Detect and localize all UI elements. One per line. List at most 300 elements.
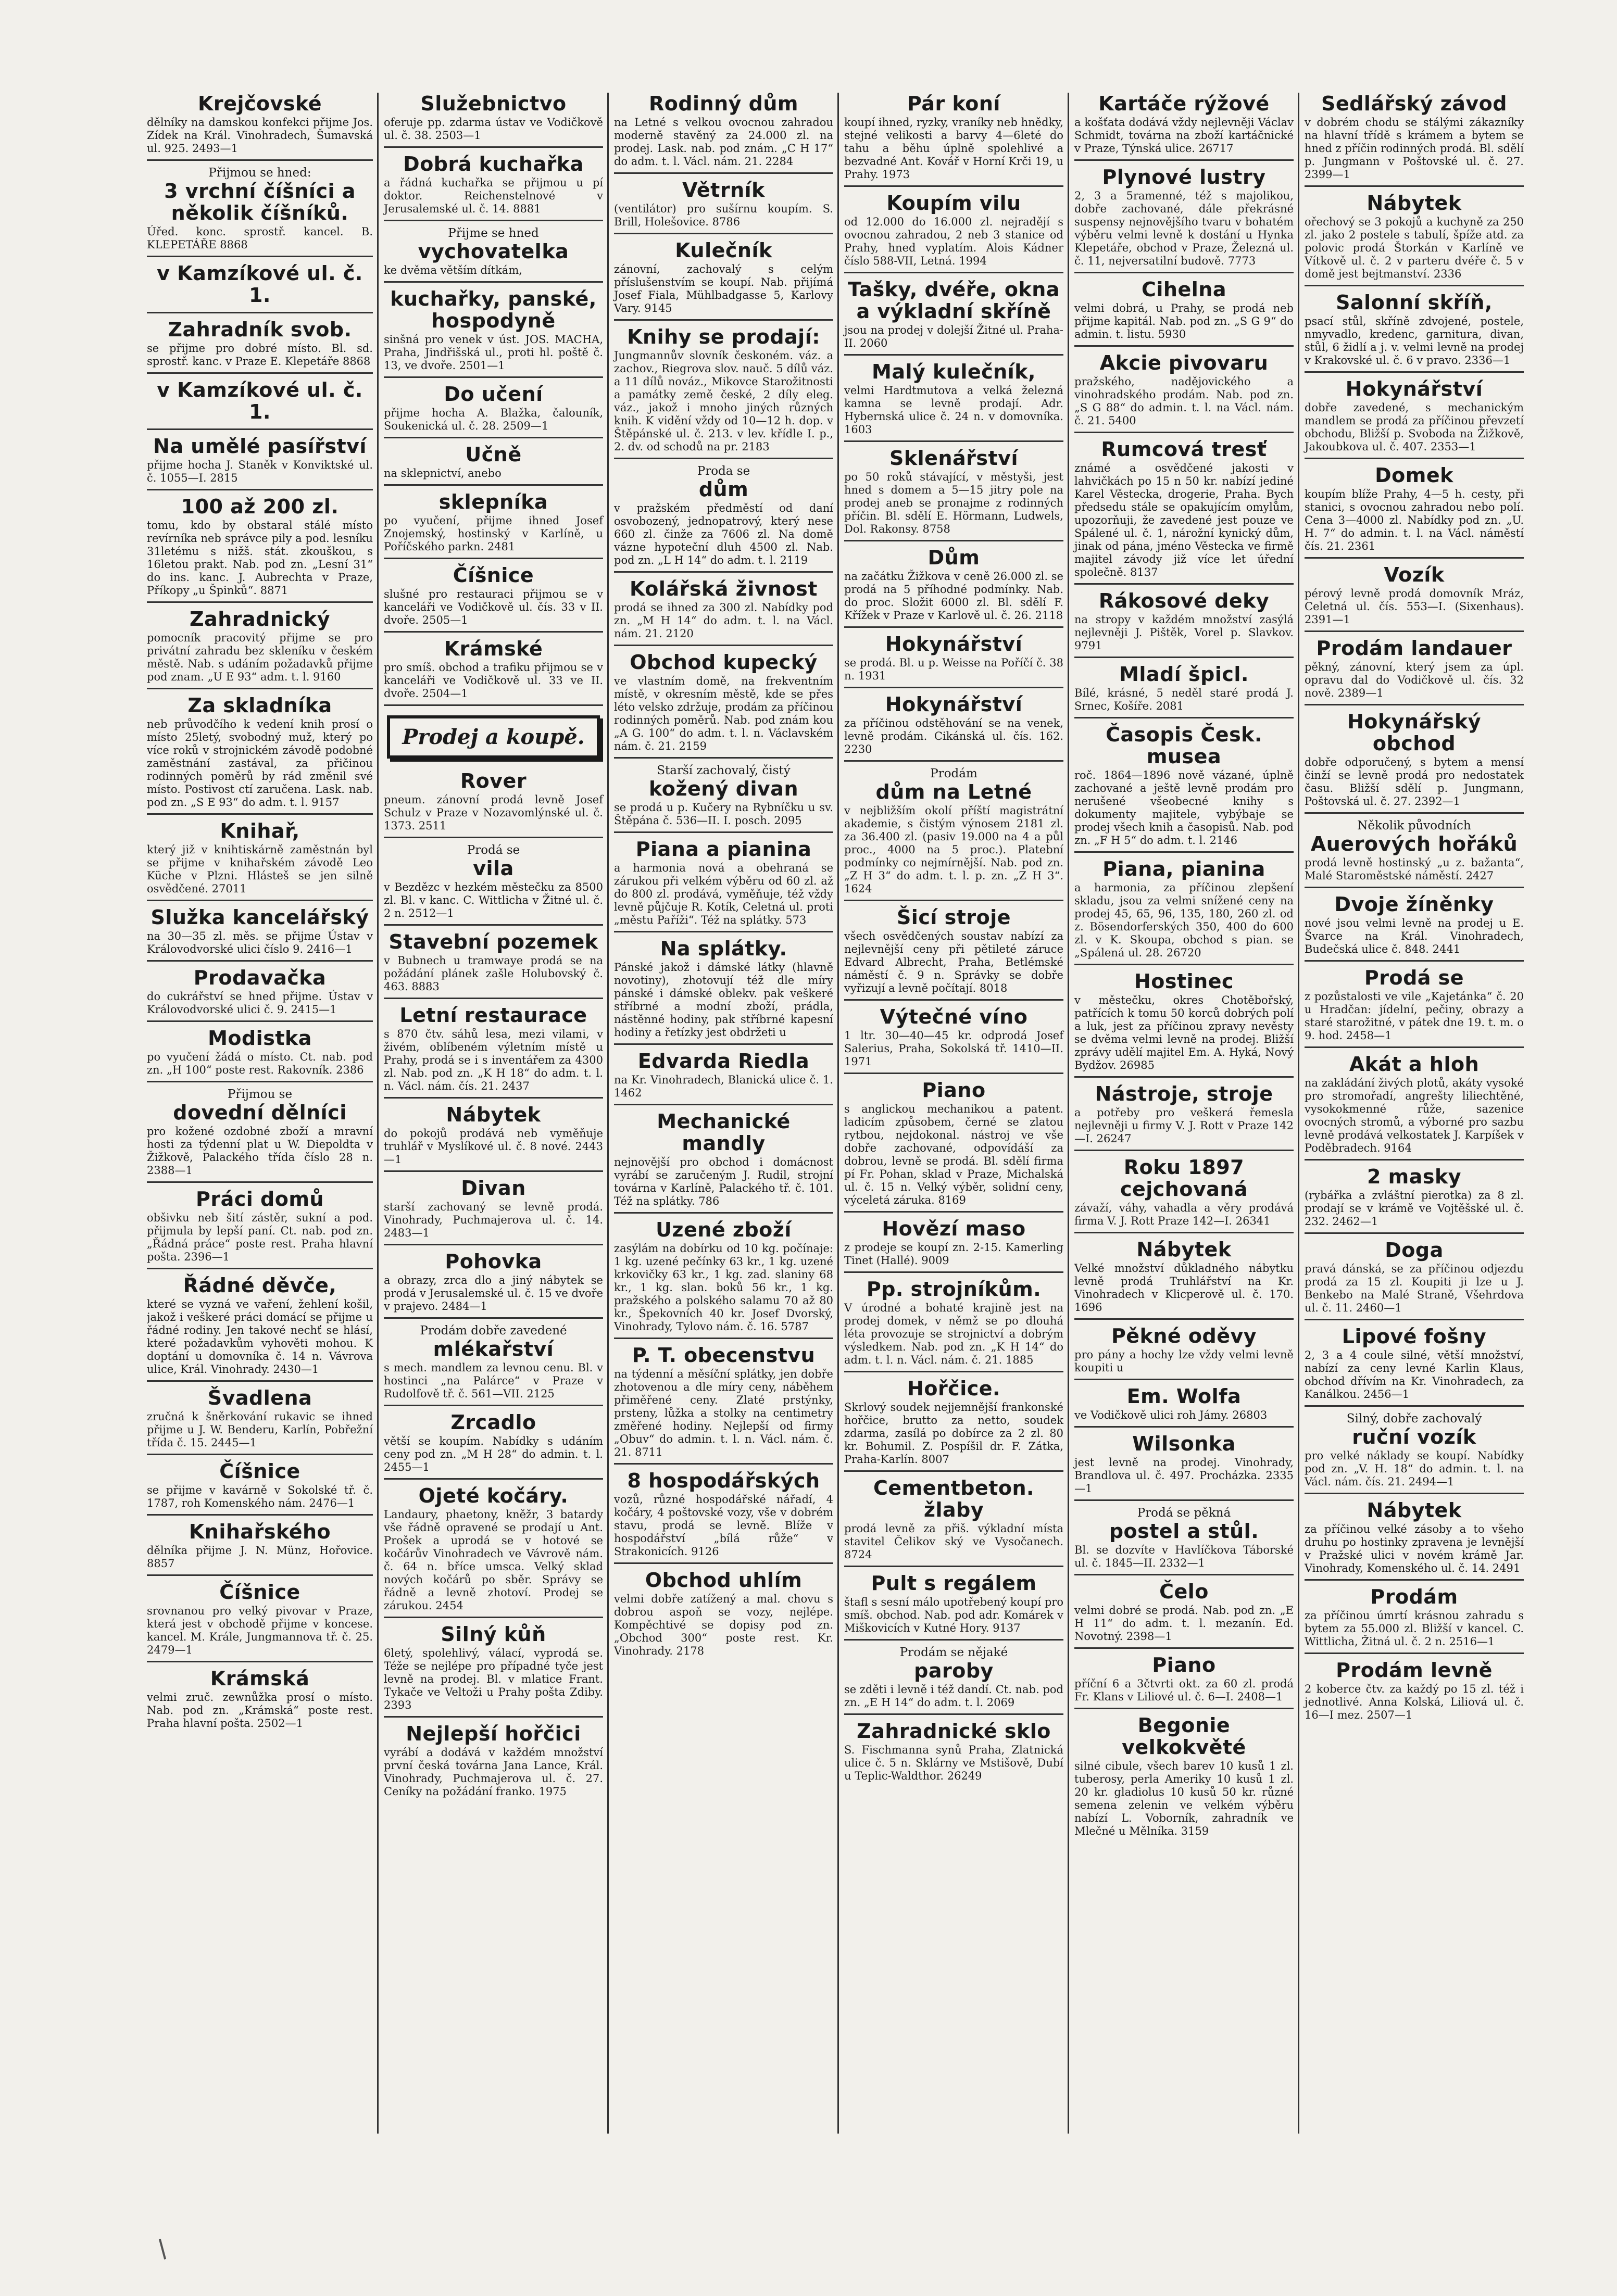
ad-text: na začátku Žižkova v ceně 26.000 zl. se prodá na 5 příhodné podmínky. Nab. do proc. Složit 6000 zl. Bl. sdělí F. Křížek v Praze v Karlově ul. č. 26. 2118	[844, 570, 1063, 622]
ad-text: se prodá u p. Kučery na Rybníčku u sv. Štěpána č. 536—II. I. posch. 2095	[614, 801, 833, 827]
ad-text: tomu, kdo by obstaral stálé místo revírníka neb správce pily a pod. lesníku 31letému s nižš. stát. zkouškou, s 16letou prakt. Nab. pod zn. „Lesní 31“ do ins. kanc. J. Aubrechta v Praze, Příkopy „u Špinků“. 8871	[147, 519, 373, 597]
ad-text: jest levně na prodej. Vinohrady, Brandlova ul. č. 497. Procházka. 2335—1	[1074, 1456, 1294, 1495]
classified-ad	[614, 764, 833, 833]
ad-text: závaží, váhy, vahadla a věry prodává firma V. J. Rott Praze 142—I. 26341	[1074, 1202, 1294, 1227]
classified-ad	[1074, 352, 1294, 433]
classified-ad	[384, 153, 603, 221]
ad-title: Číšnice	[453, 564, 534, 587]
classified-ad	[844, 906, 1063, 1001]
ad-column	[1298, 93, 1528, 2134]
ad-text: pro velké náklady se koupí. Nabídky pod zn. „V. H. 18“ do admin. t. l. na Václ. nám. čís. 21. 2494—1	[1305, 1449, 1524, 1488]
ad-title: Modistka	[208, 1027, 312, 1050]
ad-text: pěkný, zánovní, který jsem za úpl. opravu dal do Vodičkově ul. čís. 32 nově. 2389—1	[1305, 661, 1524, 699]
ad-title: Piana a pianina	[635, 838, 812, 861]
classified-ad	[614, 464, 833, 573]
ad-title: dům na Letné	[875, 780, 1032, 803]
classified-ad	[384, 1251, 603, 1319]
ad-text: starší zachovaný se levně prodá. Vinohrady, Puchmajerova ul. č. 14. 2483—1	[384, 1201, 603, 1239]
ad-title: kožený divan	[649, 777, 798, 800]
classified-ad	[614, 1344, 833, 1465]
ad-text: V úrodné a bohaté krajině jest na prodej domek, v němž se po dlouhá léta provozuje se strojnictví a dobrým výsledkem. Nab. pod zn. „K H 14“ do adm. t. l. n. Václ. nám. č. 21. 1885	[844, 1302, 1063, 1366]
ad-title: vila	[473, 857, 514, 880]
classified-ad	[147, 1460, 373, 1516]
classified-ad	[1074, 1433, 1294, 1501]
ad-text: ve Vodičkově ulici roh Jámy. 26803	[1074, 1409, 1268, 1421]
classified-ad	[1305, 192, 1524, 286]
ad-text: velmi Hardtmutova a velká železná kamna se levně prodají. Adr. Hybernská ulice č. 24 n. v domovníka. 1603	[844, 384, 1063, 436]
ad-title: Nástroje, stroje	[1095, 1082, 1273, 1105]
ad-title: Prodám levně	[1336, 1659, 1493, 1682]
ad-text: Bílé, krásné, 5 neděl staré prodá J. Srnec, Košíře. 2081	[1074, 687, 1294, 712]
ad-title: Výtečné víno	[880, 1005, 1028, 1028]
classified-ad	[147, 695, 373, 815]
ad-text: nejnovější pro obchod i domácnost vyrábí se zaručeným J. Rudil, strojní továrna v Karlíně, Palackého tř. č. 101. Též na splátky. 786	[614, 1156, 833, 1207]
ad-title: Služka kancelářský	[151, 906, 369, 929]
classified-ad	[844, 767, 1063, 901]
ad-text: slušné pro restauraci přijmou se v kanceláři ve Vodičkově ul. čís. 33 v II. dvoře. 2505—1	[384, 588, 603, 626]
ad-title: Číšnice	[219, 1460, 300, 1483]
ad-text: se prodá. Bl. u p. Weisse na Poříčí č. 38 n. 1931	[844, 657, 1063, 682]
classified-ad	[384, 288, 603, 378]
ad-title: Kolářská živnost	[630, 577, 818, 600]
ad-text: v dobrém chodu se stálými zákazníky na hlavní třídě s krámem a bytem se hned z příčin rodinných prodá. Bl. sdělí p. Jungmann v Poštovské ul. č. 27. 2399—1	[1305, 116, 1524, 181]
ad-title: Letní restaurace	[399, 1004, 587, 1027]
ad-title: Knihy se prodají:	[627, 325, 820, 348]
ad-column	[377, 93, 607, 2134]
ad-text: po vyučení, přijme ihned Josef Znojemský, hostinský v Karlíně, u Poříčského parkn. 2481	[384, 514, 603, 553]
ad-title: postel a stůl.	[1109, 1520, 1259, 1543]
ad-title: Do učení	[444, 383, 543, 406]
ad-text: štafl s sesní málo upotřebený koupí pro smíš. obchod. Nab. pod adr. Komárek v Miškovicích v Kutné Hory. 9137	[844, 1596, 1063, 1634]
ad-kicker: Proda se	[697, 464, 750, 478]
ad-title: Krámské	[444, 637, 543, 660]
ad-title: mlékařství	[433, 1338, 554, 1360]
ad-text: na stropy v každém množství zasýlá nejlevněji J. Pištěk, Vorel p. Slavkov. 9791	[1074, 613, 1294, 652]
ad-text: po vyučení žádá o místo. Ct. nab. pod zn. „H 100“ poste rest. Rakovník. 2386	[147, 1051, 373, 1076]
ad-text: S. Fischmanna synů Praha, Zlatnická ulice č. 5 n. Sklárny ve Mstišově, Dubí u Teplic-Waldthor. 26249	[844, 1744, 1063, 1782]
ad-title: P. T. obecenstvu	[632, 1344, 816, 1367]
ad-title: Silný kůň	[441, 1623, 546, 1646]
ad-text: jsou na prodej v dolejší Žitné ul. Praha-II. 2060	[844, 324, 1063, 349]
classified-ad	[614, 93, 833, 174]
classified-ad	[1305, 1326, 1524, 1407]
classified-ad	[844, 1378, 1063, 1472]
classified-ad	[384, 843, 603, 926]
classified-ad	[844, 1720, 1063, 1787]
ad-text: za příčinou odstěhování se na venek, levně prodám. Cikánská ul. čís. 162. 2230	[844, 717, 1063, 755]
ad-title: Čelo	[1159, 1580, 1209, 1603]
ad-title: Piano	[1152, 1654, 1216, 1676]
ad-title: Knihař,	[220, 819, 300, 842]
classified-ad	[147, 906, 373, 962]
ad-title: Sklenářství	[889, 447, 1018, 470]
classified-ad	[1074, 1156, 1294, 1233]
ad-text: obšivku neb šití zástěr, sukní a pod. přijmula by lepší paní. Ct. nab. pod zn. „Řádná práce“ poste rest. Praha hlavní pošta. 2396—1	[147, 1212, 373, 1263]
ad-title: Švadlena	[207, 1386, 312, 1409]
classified-ad	[614, 838, 833, 932]
ad-text: zručná k šněrkování rukavic se ihned přijme u J. W. Benderu, Karlín, Pobřežní třída č. 15. 2445—1	[147, 1410, 373, 1449]
classified-ad	[147, 262, 373, 313]
ad-text: pro pány a hochy lze vždy velmi levně koupiti u	[1074, 1348, 1294, 1374]
classified-ad	[844, 1278, 1063, 1372]
ad-text: dobře odporučený, s bytem a mensí činží se levně prodá pro nedostatek času. Bližší sdělí p. Jungmann, Poštovská ul. č. 27. 2392—1	[1305, 756, 1524, 808]
ad-title: Salonní skříň,	[1336, 291, 1493, 314]
ad-title: Hovězí maso	[882, 1217, 1026, 1240]
ad-title: Dvoje žíněnky	[1334, 893, 1494, 916]
ad-title: Vozík	[1384, 563, 1445, 586]
ad-title: 3 vrchní číšníci a několik číšníků.	[164, 180, 356, 224]
ad-kicker: Prodá se	[467, 843, 520, 857]
ad-title: Kulečník	[675, 239, 772, 262]
classified-ad	[1074, 93, 1294, 161]
ad-title: Krámská	[210, 1667, 310, 1690]
ad-text: na sklepnictví, anebo	[384, 467, 502, 480]
ad-title: Prodavačka	[193, 966, 327, 989]
ad-title: Stavební pozemek	[388, 930, 598, 953]
ad-text: a harmonia, za příčinou zlepšení skladu, jsou za velmi snížené ceny na prodej 45, 65, 96, 135, 180, 260 zl. od z. Bösendorferských 350, 400 do 600 zl. v K. Skoupa, obchod s pian. se „Spálená ul. 28. 26720	[1074, 881, 1294, 959]
ad-text: za příčinou úmrtí krásnou zahradu s bytem za 55.000 zl. Bližší v kancel. C. Wittlicha, Žitná ul. č. 2 n. 2516—1	[1305, 1609, 1524, 1648]
ad-text: dělníky na damskou konfekci přijme Jos. Zídek na Král. Vinohradech, Šumavská ul. 925. 2493—1	[147, 116, 373, 155]
ad-text: pomocník pracovitý přijme se pro privátní zahradu bez skleníku v českém městě. Nab. s udáním požadavků přijme pod znam. „U E 93“ adm. t. l. 9160	[147, 632, 373, 683]
classified-ad	[1305, 93, 1524, 187]
classified-ad	[384, 93, 603, 148]
ad-text: koupí ihned, ryzky, vraníky neb hnědky, stejné velikosti a barvy 4—6leté do tahu a běhu úplně spolehlivé a bezvadné Ant. Kovář v Horní Krči 19, u Prahy. 1973	[844, 116, 1063, 181]
ad-text: s 870 čtv. sáhů lesa, mezi vilami, v živém, oblíbeném výletním místě u Prahy, prodá se i s inventářem za 4300 zl. Nab. pod zn. „K H 18“ do adm. t. l. n. Václ. nám. čís. 21. 2437	[384, 1028, 603, 1092]
ad-column	[837, 93, 1068, 2134]
ad-title: 2 masky	[1367, 1165, 1462, 1188]
ad-text: sinšná pro venek v úst. JOS. MACHA, Praha, Jindřišská ul., proti hl. poště č. 13, ve dvoře. 2501—1	[384, 333, 603, 372]
classified-ad	[844, 447, 1063, 541]
ad-title: kuchařky, panské, hospodyně	[390, 287, 597, 332]
ad-text: velmi dobře zatížený a mal. chovu s dobrou aspoň se vozy, nejlépe. Kompěchtivé se dopisy pod zn. „Obchod 300“ poste rest. Kr. Vinohrady. 2178	[614, 1593, 833, 1657]
ad-text: v Bubnech u tramwaye prodá se na požádání plánek zašle Holubovský č. 463. 8883	[384, 954, 603, 993]
ad-title: Rumcová tresť	[1101, 438, 1267, 461]
section-heading-box: Prodej a koupě.	[387, 715, 600, 759]
classified-ad	[614, 578, 833, 646]
ad-title: Pult s regálem	[871, 1572, 1037, 1595]
ad-text: pneum. zánovní prodá levně Josef Schulz v Praze v Nozavomlýnské ul. č. 1373. 2511	[384, 793, 603, 832]
ad-title: 8 hospodářských	[627, 1469, 820, 1492]
ad-title: Číšnice	[219, 1581, 300, 1604]
ad-title: v Kamzíkové ul. č. 1.	[157, 262, 363, 307]
ad-text: vozů, různé hospodářské nářadí, 4 kočáry, 4 poštovské vozy, vše v dobrém stavu, prodá se levně. Blíže v hospodářství „bílá růže“ v Strakonicích. 9126	[614, 1493, 833, 1558]
classified-ad	[1074, 663, 1294, 718]
ad-title: Plynové lustry	[1102, 166, 1266, 188]
ad-text: 2, 3 a 5ramenné, též s majolikou, dobře zachované, dále překrásné suspensy nejnovějšího tvaru v bohatém výběru velmi levně k dostání u Hynka Klepetáře, obchod v Praze, Železná ul. č. 11, nejversatilní budově. 7773	[1074, 190, 1294, 267]
ad-title: Krejčovské	[197, 93, 322, 115]
ad-column	[607, 93, 837, 2134]
ad-text: prodá levně hostinský „u z. bažanta“, Malé Staroměstské náměstí. 2427	[1305, 856, 1524, 882]
classified-ad	[1305, 564, 1524, 632]
ad-text: na zakládání živých plotů, akáty vysoké pro stromořadí, angrešty liliechtěné, vysokokmenné růže, sazenice ovocných stromů, a výborné pro sazbu levně prodává velkostatek J. Karpíšek v Poděbradech. 9164	[1305, 1077, 1524, 1154]
ad-text: a potřeby pro veškerá řemesla nejlevněji u firmy V. J. Rott v Praze 142—I. 26247	[1074, 1106, 1294, 1145]
ad-text: na Letné s velkou ovocnou zahradou moderně stavěný za 24.000 zl. na prodej. Lask. nab. pod znám. „C H 17“ do adm. t. l. Václ. nám. 21. 2284	[614, 116, 833, 168]
ad-title: Tašky, dvéře, okna a výkladní skříně	[847, 278, 1060, 323]
classified-ad	[147, 1027, 373, 1082]
classified-ad	[614, 1050, 833, 1105]
ad-text: na týdenní a měsíční splátky, jen dobře zhotovenou a dle míry ceny, náběhem přiměřené ceny. Zlaté prstýnky, prsteny, lůžka a stolky na centimetry změřené hodiny. Nejlepší od firmy „Obuv“ do admin. t. l. n. Václ. nám. č. 21. 8711	[614, 1368, 833, 1458]
ad-text: Úřed. konc. sprostř. kancel. B. KLEPETÁŘE 8868	[147, 225, 373, 251]
ad-title: Piana, pianina	[1102, 857, 1265, 880]
ad-text: po 50 roků stávající, v městyši, jest hned s domem a 5—15 jitry pole na prodej aneb se pronajme z rodinných příčin. Bl. sdělí E. Hörmann, Ludwels, Dol. Rakonsy. 8758	[844, 471, 1063, 535]
ad-title: Zahradnické sklo	[857, 1720, 1051, 1743]
margin-mark	[159, 2239, 166, 2260]
classified-ad	[384, 1723, 603, 1802]
ad-text: 6letý, spolehlivý, válací, vyprodá se. Téže se nejlépe pro případné tyče jest levně na prodej. Bl. v mlatice Frant. Tykače ve Veltoži u Prahy pošta Zdiby. 2393	[384, 1647, 603, 1711]
ad-kicker: Prodám	[930, 767, 977, 780]
classified-ad	[1305, 1166, 1524, 1234]
ad-title: Domek	[1375, 464, 1453, 487]
classified-ad	[844, 547, 1063, 628]
ad-text: velmi zruč. zewnůžka prosí o místo. Nab. pod zn. „Krámská“ poste rest. Praha hlavní pošta. 2502—1	[147, 1691, 373, 1730]
classified-ad	[1074, 1506, 1294, 1575]
classified-ad	[844, 633, 1063, 688]
ad-text: (rybářka a zvláštní pierotka) za 8 zl. prodají se v krámě ve Vojtěšské ul. č. 232. 2462—1	[1305, 1189, 1524, 1228]
classified-ad	[1074, 166, 1294, 273]
classified-ad	[147, 1521, 373, 1576]
classified-ad	[1074, 1083, 1294, 1151]
ad-title: Dům	[927, 546, 980, 569]
ad-title: Nábytek	[1136, 1238, 1232, 1261]
ad-text: (ventilátor) pro sušírnu koupím. S. Brill, Holešovice. 8786	[614, 203, 833, 228]
ad-text: na Kr. Vinohradech, Blanická ulice č. 1. 1462	[614, 1074, 833, 1099]
ad-title: Hostinec	[1134, 970, 1234, 993]
classified-ad	[614, 1219, 833, 1339]
classified-ad	[1305, 637, 1524, 705]
ad-title: Na splátky.	[660, 937, 787, 960]
ad-title: Roku 1897 cejchovaná	[1120, 1156, 1248, 1201]
ad-kicker: Přijmou se hned:	[208, 166, 311, 180]
ad-text: v Bezdězc v hezkém městečku za 8500 zl. Bl. v kanc. C. Wittlicha v Žitné ul. č. 2 n. 2512—1	[384, 881, 603, 919]
classified-ad	[614, 651, 833, 759]
classified-ad	[1074, 438, 1294, 585]
ad-text: větší se koupím. Nabídky s udáním ceny pod zn. „M H 28“ do admin. t. l. 2455—1	[384, 1435, 603, 1473]
ad-title: Rover	[460, 769, 527, 792]
ad-title: dovední dělníci	[173, 1101, 347, 1124]
ad-title: Akát a hloh	[1349, 1053, 1480, 1076]
classified-ad	[1305, 1053, 1524, 1160]
ad-text: silné cibule, všech barev 10 kusů 1 zl. tuberosy, perla Ameriky 10 kusů 1 zl. 20 kr. gladiolus 10 kusů 50 kr. různé semena zelenin ve velkém výběru nabízí L. Voborník, zahradník ve Mlečné u Mělníka. 3159	[1074, 1760, 1294, 1837]
ad-text: koupím blíže Prahy, 4—5 h. cesty, při stanici, s ovocnou zahradou nebo polí. Cena 3—4000 zl. Nabídky pod zn. „U. H. 7“ do admin. t. l. na Václ. náměstí čís. 21. 2361	[1305, 488, 1524, 552]
ad-text: dělníka přijme J. N. Münz, Hořovice. 8857	[147, 1544, 373, 1570]
ad-text: s mech. mandlem za levnou cenu. Bl. v hostinci „na Palárce“ v Praze v Rudolfově tř. č. 561—VII. 2125	[384, 1361, 603, 1400]
classified-ad	[1305, 1659, 1524, 1726]
classified-ad	[844, 1218, 1063, 1273]
ad-text: Velké množství důkladného nábytku levně prodá Truhlářství na Kr. Vinohradech v Klicperově ul. č. 170. 1696	[1074, 1262, 1294, 1314]
ad-title: Nábytek	[1367, 192, 1462, 215]
ad-text: z prodeje se koupí zn. 2-15. Kamerling Tinet (Hallé). 9009	[844, 1241, 1063, 1267]
ad-text: na 30—35 zl. měs. se přijme Ústav v Královodvorské ulici číslo 9. 2416—1	[147, 930, 373, 955]
ad-text: se zděti i levně i též dandí. Ct. nab. pod zn. „E H 14“ do adm. t. l. 2069	[844, 1683, 1063, 1709]
ad-title: Zrcadlo	[450, 1411, 536, 1434]
classified-ad	[147, 820, 373, 901]
ad-text: Bl. se dozvíte v Havlíčkova Táborské ul. č. 1845—II. 2332—1	[1074, 1544, 1294, 1569]
ad-title: Práci domů	[196, 1188, 324, 1210]
classified-ad	[614, 1470, 833, 1564]
ad-text: pérový levně prodá domovník Mráz, Celetná ul. čís. 553—I. (Sixenhaus). 2391—1	[1305, 587, 1524, 626]
ad-title: Časopis Česk. musea	[1106, 723, 1262, 768]
ad-text: prodá se ihned za 300 zl. Nabídky pod zn. „M H 14“ do adm. t. l. na Václ. nám. 21. 2120	[614, 601, 833, 640]
classified-ad	[614, 326, 833, 459]
ad-title: Řádné děvče,	[183, 1274, 337, 1297]
ad-title: Mladí špicl.	[1119, 663, 1249, 686]
classified-ad	[844, 192, 1063, 273]
ad-title: ruční vozík	[1352, 1425, 1476, 1448]
classified-page	[147, 93, 1530, 2134]
classified-ad	[384, 444, 603, 486]
ad-title: Nábytek	[446, 1103, 541, 1126]
ad-title: Cementbeton. žlaby	[873, 1477, 1034, 1521]
ad-title: Begonie velkokvěté	[1122, 1714, 1246, 1759]
classified-ad	[1074, 1581, 1294, 1649]
ad-title: Malý kulečník,	[872, 360, 1036, 383]
ad-title: Divan	[461, 1177, 526, 1200]
ad-text: prodá levně za přiš. výkladní místa stavitel Čelikov ský ve Vysočanech. 8724	[844, 1522, 1063, 1561]
ad-title: Hokynářství	[1345, 377, 1483, 400]
ad-text: pro kožené ozdobné zboží a mravní hosti za týdenní plat u W. Diepoldta v Žižkově, Palackého třída číslo 28 n. 2388—1	[147, 1125, 373, 1177]
ad-text: v pražském předměstí od daní osvobozený, jednopatrový, který nese 660 zl. činže za 7606 zl. Na domě vázne hypoteční dluh 4500 zl. Nab. pod zn. „L H 14“ do adm. t. l. 2119	[614, 502, 833, 566]
ad-text: přijme hocha J. Staněk v Konviktské ul. č. 1055—I. 2815	[147, 459, 373, 484]
ad-text: dobře zavedené, s mechanickým mandlem se prodá za příčinou převzetí obchodu, Bližší p. Svoboda na Žižkově, Jakoubkova ul. č. 407. 2353—1	[1305, 401, 1524, 453]
classified-ad	[147, 1275, 373, 1382]
ad-text: oferuje pp. zdarma ústav ve Vodičkově ul. č. 38. 2503—1	[384, 116, 603, 142]
classified-ad	[384, 1411, 603, 1480]
ad-text: pravá dánská, se za příčinou odjezdu prodá za 15 zl. Koupiti ji lze u J. Benkebo na Malé Straně, Všehrdova ul. č. 11. 2460—1	[1305, 1263, 1524, 1314]
classified-ad	[844, 693, 1063, 762]
ad-text: v městečku, okres Chotěbořský, patřících k tomu 50 korců dobrých polí a luk, jest za příčinou zpravy nevěsty se dvěma velmi levně na prodej. Bližší zprávy udělí majitel Em. A. Hyká, Nový Bydžov. 26985	[1074, 994, 1294, 1071]
ad-text: a košťata dodává vždy nejlevněji Václav Schmidt, továrna na zboží kartáčnické v Praze, Týnská ulice. 26717	[1074, 116, 1294, 155]
classified-ad	[147, 1387, 373, 1455]
ad-title: Nábytek	[1367, 1499, 1462, 1522]
ad-title: Prodá se	[1364, 966, 1464, 989]
classified-ad	[147, 967, 373, 1022]
classified-ad	[147, 93, 373, 161]
ad-title: Větrník	[682, 179, 765, 201]
ad-text: 2, 3 a 4 coule silné, větší množství, nabízí za ceny levné Karlin Klaus, obchod dřívím na Kr. Vinohradech, za Kanálkou. 2456—1	[1305, 1349, 1524, 1401]
ad-text: neb průvodčího k vedení knih prosí o místo 25letý, svobodný muž, který po více roků v strojnickém závodě podobné zaměstnání zastával, za přičinou rodinných poměrů by rád změnil své místo. Postivost ctí zaručena. Lask. nab. pod zn. „S E 93“ do adm. t. l. 9157	[147, 718, 373, 809]
classified-ad	[1074, 279, 1294, 347]
ad-title: Hořčice.	[907, 1377, 1000, 1400]
ad-title: paroby	[914, 1659, 994, 1682]
classified-ad	[844, 1079, 1063, 1213]
classified-ad	[384, 1623, 603, 1718]
ad-text: zasýlám na dobírku od 10 kg. počínaje: 1 kg. uzené pečínky 63 kr., 1 kg. uzené krkovičky 63 kr., 1 kg. zad. slaniny 68 kr., 1 kg. slan. boků 56 kr., 1 kg. pražského a polského salamu 70 až 80 kr., Špekovních 40 kr. Josef Dvorský, Vinohrady, Tylovo nám. č. 16. 5787	[614, 1242, 833, 1333]
ad-text: nové jsou velmi levně na prodej u E. Švarce na Král. Vinohradech, Budečská ulice č. 848. 2441	[1305, 917, 1524, 955]
ad-text: se přijme v kavárně v Sokolské tř. č. 1787, roh Komenského nám. 2476—1	[147, 1484, 373, 1509]
ad-kicker: Přijmou se	[227, 1088, 293, 1101]
ad-kicker: Několik původních	[1357, 819, 1471, 832]
ad-title: Zahradník svob.	[168, 318, 352, 341]
classified-ad	[1305, 1239, 1524, 1320]
ad-text: do pokojů prodává neb vyměňuje truhlář v Myslíkové ul. č. 8 nové. 2443—1	[384, 1127, 603, 1166]
ad-text: a obrazy, zrca dlo a jiný nábytek se prodá v Jerusalemské ul. č. 15 ve dvoře v prajevo. 2484—1	[384, 1274, 603, 1313]
ad-title: sklepníka	[438, 490, 548, 513]
classified-ad	[384, 383, 603, 438]
classified-ad	[147, 1188, 373, 1269]
ad-text: ve vlastním domě, na frekventním místě, v okresním městě, kde se přes léto velsko zdržuje, prodám za příčinou rodinných poměrů. Nab. pod znám kou „A G. 100“ do adm. t. l. n. Václavském nám. č. 21. 2159	[614, 675, 833, 752]
classified-ad	[384, 931, 603, 999]
classified-ad	[1074, 970, 1294, 1078]
ad-title: Pp. strojníkům.	[866, 1278, 1042, 1301]
ad-title: Piano	[922, 1079, 986, 1102]
ad-title: Auerových hořáků	[1310, 832, 1518, 855]
classified-ad	[844, 279, 1063, 356]
ad-text: Skrlový soudek nejjemnější frankonské hořčice, brutto za netto, soudek zdarma, zasílá po dobírce za 2 zl. 80 kr. Bohumil. Z. Pospíšil dr. F. Zátka, Praha-Karlín. 8007	[844, 1401, 1063, 1466]
ad-text: do cukrářství se hned přijme. Ústav v Královodvorské ulici č. 9. 2415—1	[147, 990, 373, 1016]
ad-text: ořechový se 3 pokojů a kuchyně za 250 zl. jako 2 postele s tabulí, špíže atd. za polovic prodá Štorkán v Karlíně ve Vítkově ul. č. 2 v parteru dvéře č. 5 v domě jest bejtmanství. 2336	[1305, 216, 1524, 280]
ad-title: Za skladníka	[187, 694, 332, 717]
classified-ad	[147, 379, 373, 430]
ad-text: Pánské jakož i dámské látky (hlavně novotiny), zhotovují též dle míry pánské i dámské oblekv. pak veškeré stříbrné a modní zboží, prádla, nástěnné hodiny, pak stříbrné kapesní hodiny a řetízky jest obdržeti u	[614, 961, 833, 1039]
ad-text: a řádná kuchařka se přijmou u pí doktor. Reichenstelnové v Jerusalemské ul. č. 14. 8881	[384, 176, 603, 215]
ad-title: Na umělé pasířství	[153, 435, 367, 458]
classified-ad	[1305, 819, 1524, 888]
ad-text: s anglickou mechanikou a patent. ladicím způsobem, černé se zlatou rytbou, nejdokonal. nástroj ve vše dobře zachované, odpovídáší za dobrou, levně se prodá. Bl. sdělí firma pí Fr. Pohan, sklad v Praze, Michalská ul. č. 15 n. Velký výběr, solidní ceny, výceletá záruka. 8169	[844, 1103, 1063, 1206]
ad-title: Pár koní	[907, 93, 1000, 115]
ad-title: Prodám	[1370, 1585, 1458, 1608]
ad-title: Em. Wolfa	[1126, 1385, 1242, 1408]
ad-title: Služebnictvo	[420, 93, 567, 115]
ad-text: přijme hocha A. Blažka, čalouník, Soukenická ul. č. 28. 2509—1	[384, 407, 603, 432]
ad-text: Jungmannův slovník českoném. váz. a zachov., Riegrova slov. nauč. 5 dílů váz. a 11 dílů nováz., Mikovce Starožitnosti a památky země české, 2 díly eleg. váz., jakož i mnoho jiných různých knih. K vidění vždy od 10—12 h. dop. v Štěpánské ul. č. 213. v lev. křídle I. p., 2. dv. od schodů na pr. 2183	[614, 349, 833, 453]
classified-ad	[844, 1477, 1063, 1567]
ad-kicker: Prodám dobře zavedené	[420, 1324, 567, 1338]
ad-text: 1 ltr. 30—40—45 kr. odprodá Josef Salerius, Praha, Sokolská tř. 1410—II. 1971	[844, 1029, 1063, 1068]
classified-ad	[384, 564, 603, 633]
classified-ad	[384, 226, 603, 283]
ad-title: Nejlepší hořčici	[406, 1722, 581, 1745]
ad-title: Edvarda Riedla	[637, 1050, 810, 1073]
classified-ad	[147, 1668, 373, 1734]
ad-title: Kartáče rýžové	[1098, 93, 1270, 115]
classified-ad	[614, 1569, 833, 1662]
classified-ad	[1305, 378, 1524, 459]
ad-title: Prodám landauer	[1316, 637, 1512, 660]
ad-title: vychovatelka	[418, 240, 569, 263]
classified-ad	[614, 239, 833, 321]
ad-text: zánovní, zachovalý s celým příslušenstvím se koupí. Nab. přijímá Josef Fiala, Mühlbadgasse 5, Karlovy Vary. 9145	[614, 263, 833, 314]
ad-text: 2 koberce čtv. za každý po 15 zl. též i jednotlivé. Anna Kolská, Liliová ul. č. 16—I mez. 2507—1	[1305, 1683, 1524, 1721]
ad-title: Obchod uhlím	[645, 1569, 803, 1592]
classified-ad	[384, 491, 603, 559]
ad-title: Dobrá kuchařka	[403, 153, 584, 175]
ad-kicker: Silný, dobře zachovalý	[1346, 1412, 1482, 1425]
ad-text: pro smíš. obchod a trafiku přijmou se v kanceláři ve Vodičkově ul. 33 ve II. dvoře. 2504—1	[384, 661, 603, 700]
ad-column	[147, 93, 377, 2134]
classified-ad	[614, 179, 833, 234]
ad-title: Rodinný dům	[648, 93, 799, 115]
ad-text: všech osvědčených soustav nabízí za nejlevnější ceny při pětileté záruce Edvard Albrecht, Praha, Betlémské náměstí č. 9 n. Správky se dobře vyřizují a levně počítají. 8018	[844, 930, 1063, 994]
ad-kicker: Prodá se pěkná	[1137, 1506, 1231, 1520]
ad-text: a harmonia nová a obehraná se zárukou při velkém výběru od 60 zl. až do 800 zl. prodává, vyměňuje, též vždy levně půjčuje R. Kotík, Celetná ul. proti „městu Paříži“. Též na splátky. 573	[614, 862, 833, 926]
ad-text: z pozůstalosti ve vile „Kajetánka“ č. 20 u Hradčan: jídelní, pečiny, obrazy a staré starožitné, v pátek dne 19. t. m. o 9. hod. 2458—1	[1305, 990, 1524, 1042]
ad-text: se přijme pro dobré místo. Bl. sd. sprostř. kanc. v Praze E. Klepetáře 8868	[147, 342, 373, 368]
classified-ad	[384, 1104, 603, 1172]
classified-ad	[844, 1646, 1063, 1715]
ad-kicker: Přijme se hned	[448, 226, 539, 240]
ad-title: Rákosové deky	[1098, 589, 1270, 612]
classified-ad	[1074, 590, 1294, 658]
ad-title: Koupím vilu	[886, 192, 1021, 215]
ad-text: které se vyzná ve vaření, žehlení košil, jakož i veškeré práci domácí se přijme u řádné rodiny. Jen takové nechť se hlásí, které požadavkům vyhověti mohou. K doptání u domovníka č. 14 n. Vávrova ulice, Král. Vinohrady. 2430—1	[147, 1298, 373, 1376]
classified-ad	[384, 1004, 603, 1099]
ad-title: Hokynářství	[885, 693, 1023, 716]
classified-ad	[147, 1581, 373, 1662]
ad-title: dům	[698, 478, 749, 501]
ad-kicker: Prodám se nějaké	[899, 1646, 1008, 1659]
ad-text: ke dvěma větším dítkám,	[384, 264, 522, 276]
ad-kicker: Starší zachovalý, čistý	[657, 764, 791, 777]
